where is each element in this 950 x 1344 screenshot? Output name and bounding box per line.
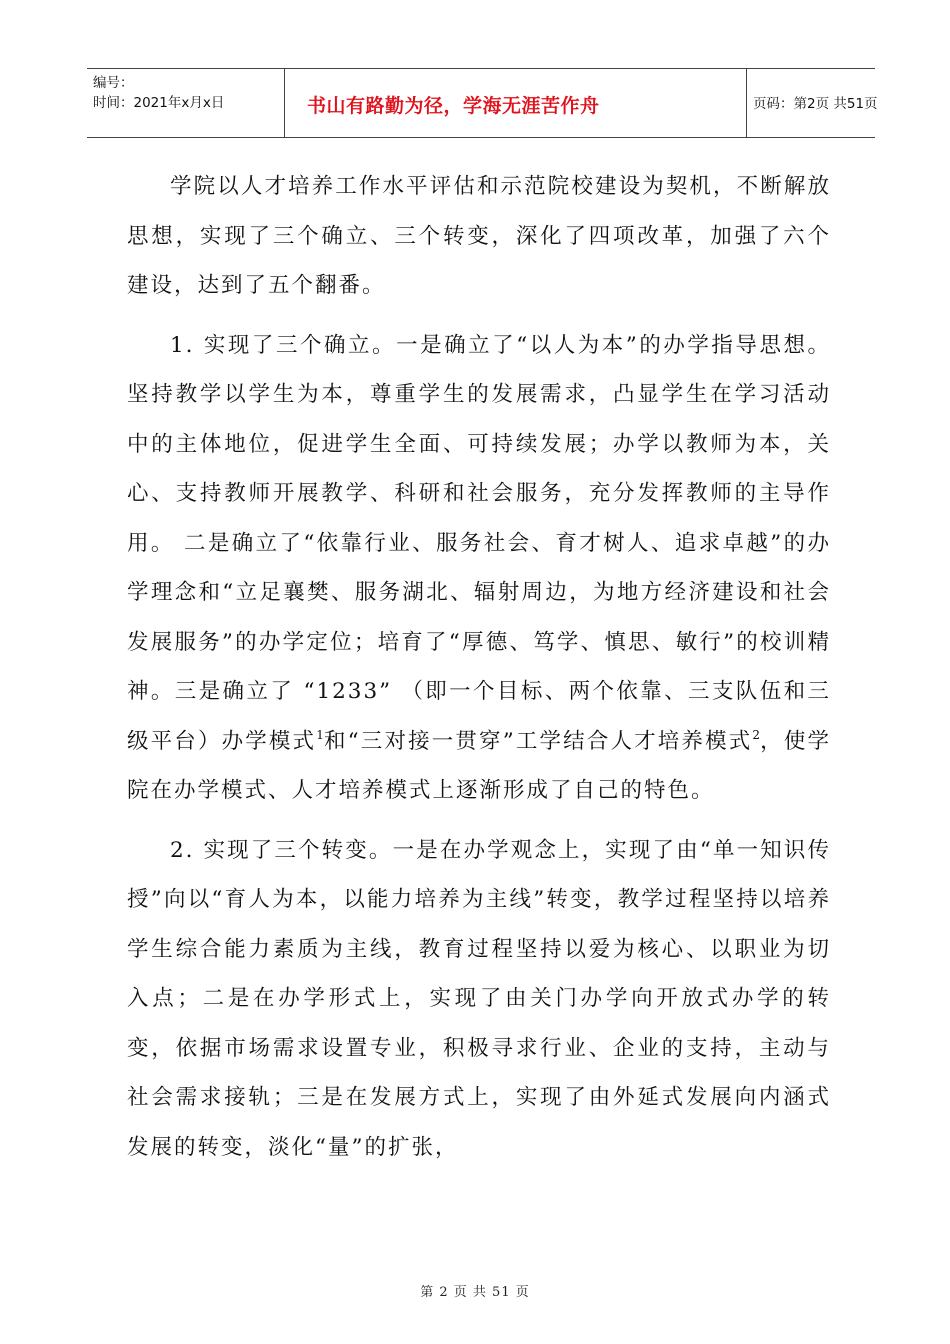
footnote-marker: 1	[316, 727, 324, 742]
page-header	[87, 68, 878, 138]
body-paragraph: 2. 实现了三个转变。一是在办学观念上，实现了由“单一知识传授”向以“育人为本，以能力培养为主线”转变，教学过程坚持以培养学生综合能力素质为主线，教育过程坚持以爱为核心、以职业为切入点；二是在办学形式上，实现了由关门办学向开放式办学的转变，依据市场需求设置专业，积极寻求行业、企业的支持，主动与社会需求接轨；三是在发展方式上，实现了由外延式发展向内涵式发展的转变，淡化“量”的扩张，	[127, 837, 831, 1160]
footnote-marker: 2	[752, 727, 761, 742]
body-paragraph	[127, 321, 831, 816]
paragraph-text: 1. 实现了三个确立。一是确立了“以人为本”的办学指导思想。坚持教学以学生为本，尊重学生的发展需求，凸显学生在学习活动中的主体地位，促进学生全面、可持续发展；办学以教师为本，关心、支持教师开展教学、科研和社会服务，充分发挥教师的主导作用。 二是确立了“依靠行业、服务社会、育才树人、追求卓越”的办学理念和“立足襄樊、服务湖北、辐射周边，为地方经济建设和社会发展服务”的办学定位；培育了“厚德、笃学、慎思、敏行”的校训精神。三是确立了 “1233” （即一个目标、两个依靠、三支队伍和三级平台）办学模式	[127, 332, 831, 754]
paragraph-text: 和“三对接一贯穿”工学结合人才培养模式	[323, 728, 753, 754]
header-motto: 书山有路勤为径，学海无涯苦作舟	[307, 95, 600, 117]
document-time-label: 时间：2021年x月x日	[93, 95, 225, 111]
body-paragraph: 学院以人才培养工作水平评估和示范院校建设为契机，不断解放思想，实现了三个确立、三个转变，深化了四项改革，加强了六个建设，达到了五个翻番。	[127, 174, 831, 298]
paragraph-text: ，使学院在办学模式、人才培养模式上逐渐形成了自己的特色。	[127, 728, 831, 803]
page-footer: 第 2 页 共 51 页	[420, 1285, 530, 1300]
header-page-label: 页码：第2页 共51页	[753, 96, 878, 112]
document-number-label: 编号：	[93, 75, 134, 91]
document-body	[127, 162, 831, 1182]
header-meta	[87, 69, 285, 137]
header-motto-cell	[285, 69, 747, 137]
